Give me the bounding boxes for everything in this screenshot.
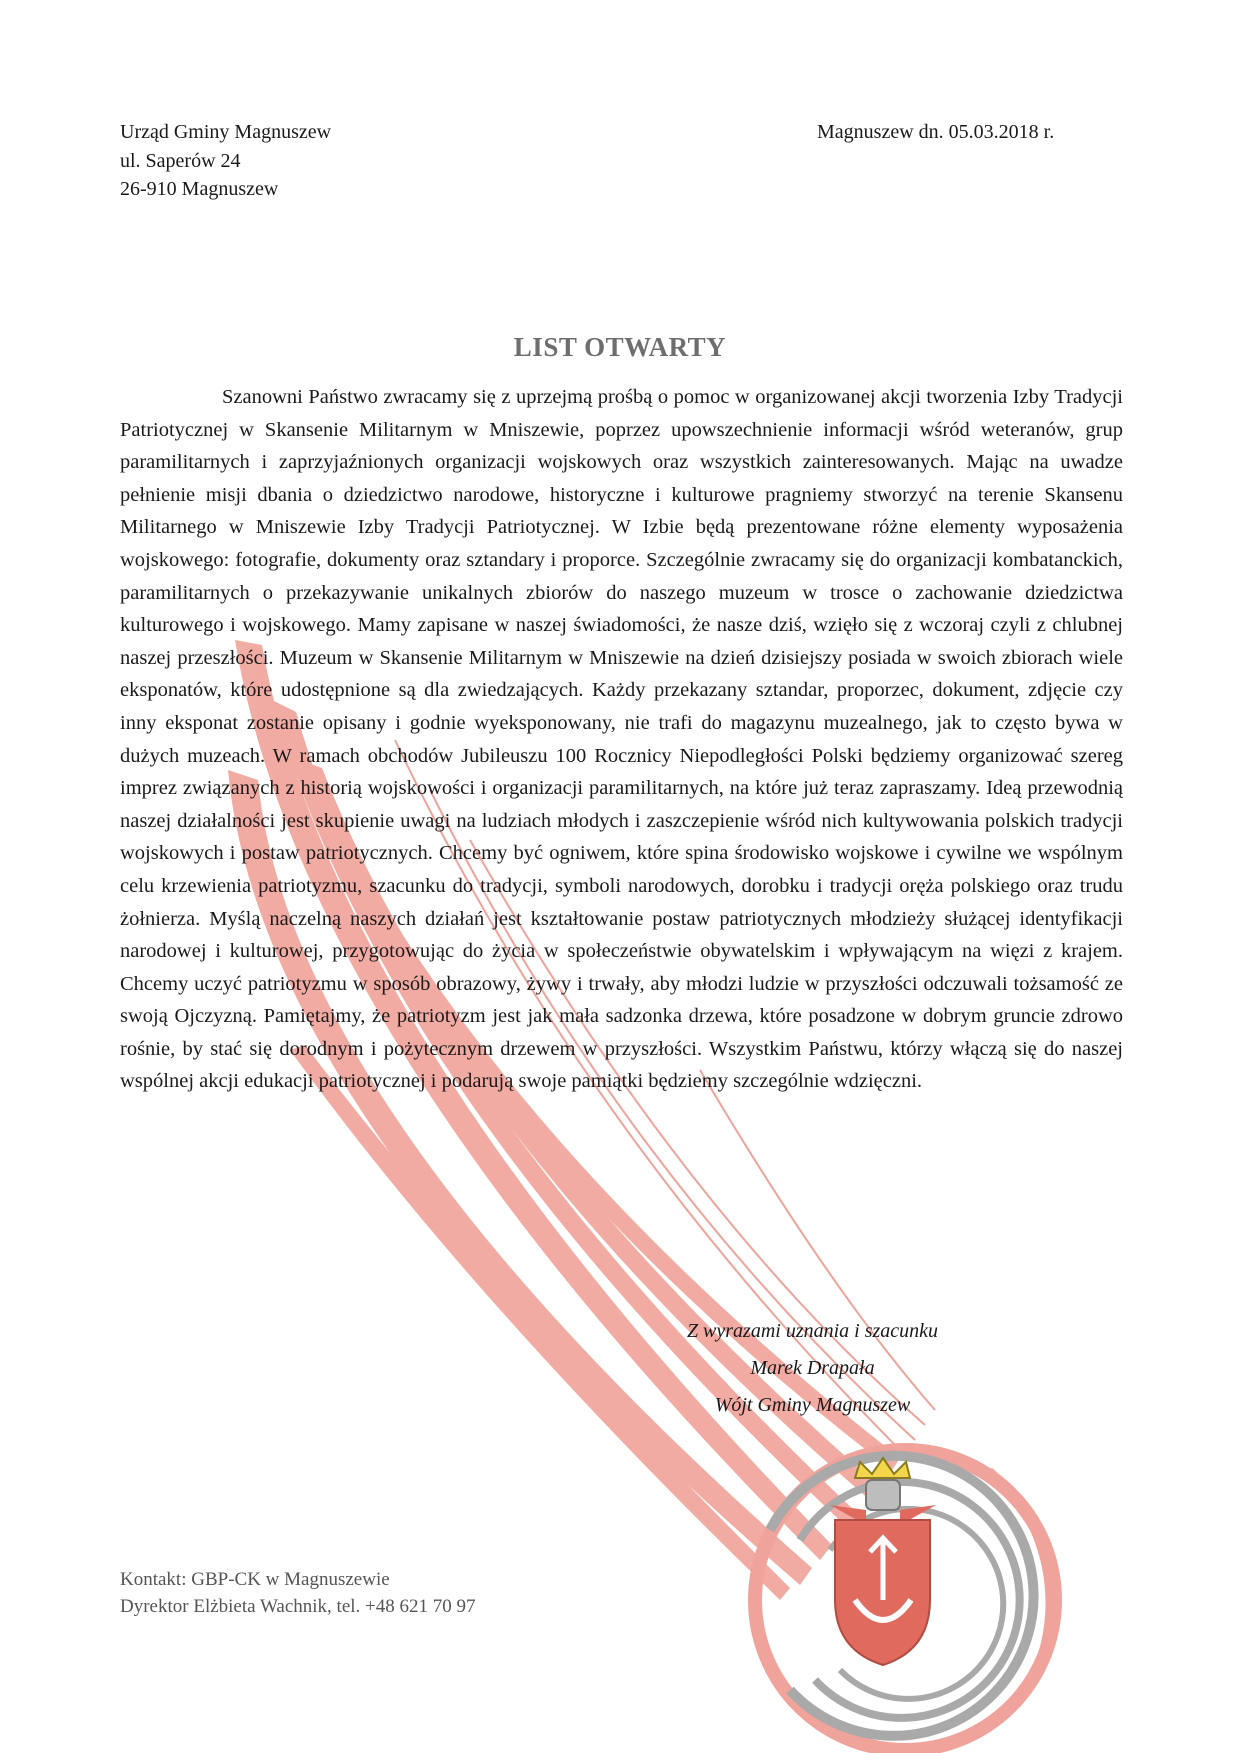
letter-body: Szanowni Państwo zwracamy się z uprzejmą prośbą o pomoc w organizowanej akcji tworzenia Izby Tradycji Patriotycznej w Skansenie Militarnym w Mniszewie, poprzez upowszechnienie informacji wśród weteranów, grup paramilitarnych i zaprzyjaźnionych organizacji wojskowych oraz wszystkich zainteresowanych. Mając na uwadze pełnienie misji dbania o dziedzictwo narodowe, historyczne i kulturowe pragniemy stworzyć na terenie Skansenu Militarnego w Mniszewie Izby Tradycji Patriotycznej. W Izbie będą prezentowane różne elementy wyposażenia wojskowego: fotografie, dokumenty oraz sztandary i proporce. Szczególnie zwracamy się do organizacji kombatanckich, paramilitarnych o przekazywanie unikalnych zbiorów do naszego muzeum w trosce o zachowanie dziedzictwa kulturowego i wojskowego. Mamy zapisane w naszej świadomości, że nasze dziś, wzięło się z wczoraj czyli z chlubnej naszej przeszłości. Muzeum w Skansenie Militarnym w Mniszewie na dzień dzisiejszy posiada w swoich zbiorach wiele eksponatów, które udostępnione są dla zwiedzających. Każdy przekazany sztandar, proporzec, dokument, zdjęcie czy inny eksponat zostanie opisany i godnie wyeksponowany, nie trafi do magazynu muzealnego, jak to często bywa w dużych muzeach. W ramach obchodów Jubileuszu 100 Rocznicy Niepodległości Polski będziemy organizować szereg imprez związanych z historią wojskowości i organizacji paramilitarnych, na które już teraz zapraszamy. Ideą przewodnią naszej działalności jest skupienie uwagi na ludziach młodych i zaszczepienie wśród nich kultywowania polskich tradycji wojskowych i postaw patriotycznych. Chcemy być ogniwem, które spina środowisko wojskowe i cywilne we wspólnym celu krzewienia patriotyzmu, szacunku do tradycji, symboli narodowych, dorobku i tradycji oręża polskiego oraz trudu żołnierza. Myślą naczelną naszych działań jest kształtowanie postaw patriotycznych młodzieży służącej identyfikacji narodowej i kulturowej, przygotowując do życia w społeczeństwie obywatelskim i wpływającym na więzi z krajem. Chcemy uczyć patriotyzmu w sposób obrazowy, żywy i trwały, aby młodzi ludzie w przyszłości odczuwali tożsamość ze swoją Ojczyzną. Pamiętajmy, że patriotyzm jest jak mała sadzonka drzewa, które posadzone w dobrym gruncie zdrowo rośnie, by stać się dorodnym i pożytecznym drzewem w przyszłości. Wszystkim Państwu, którzy włączą się do naszej wspólnej akcji edukacji patriotycznej i podarują swoje pamiątki będziemy szczególnie wdzięczni.	[120, 386, 1123, 1093]
contact-line-2: Dyrektor Elżbieta Wachnik, tel. +48 621 70 97	[120, 1596, 476, 1617]
sender-name: Urząd Gminy Magnuszew	[120, 121, 332, 143]
contact-info	[120, 1566, 476, 1620]
signature-block	[640, 1313, 985, 1424]
place-date: Magnuszew dn. 05.03.2018 r.	[817, 121, 1055, 143]
letter-title: LIST OTWARTY	[513, 332, 727, 362]
sender-street: ul. Saperów 24	[120, 149, 241, 172]
signature-role: Wójt Gminy Magnuszew	[714, 1394, 911, 1416]
sender-city: 26-910 Magnuszew	[120, 178, 279, 200]
contact-line-1: Kontakt: GBP-CK w Magnuszewie	[120, 1569, 390, 1590]
emblem-crest	[830, 1458, 936, 1665]
signature-closing: Z wyrazami uznania i szacunku	[686, 1320, 939, 1342]
sender-address	[120, 118, 331, 204]
signature-name: Marek Drapała	[750, 1357, 875, 1379]
